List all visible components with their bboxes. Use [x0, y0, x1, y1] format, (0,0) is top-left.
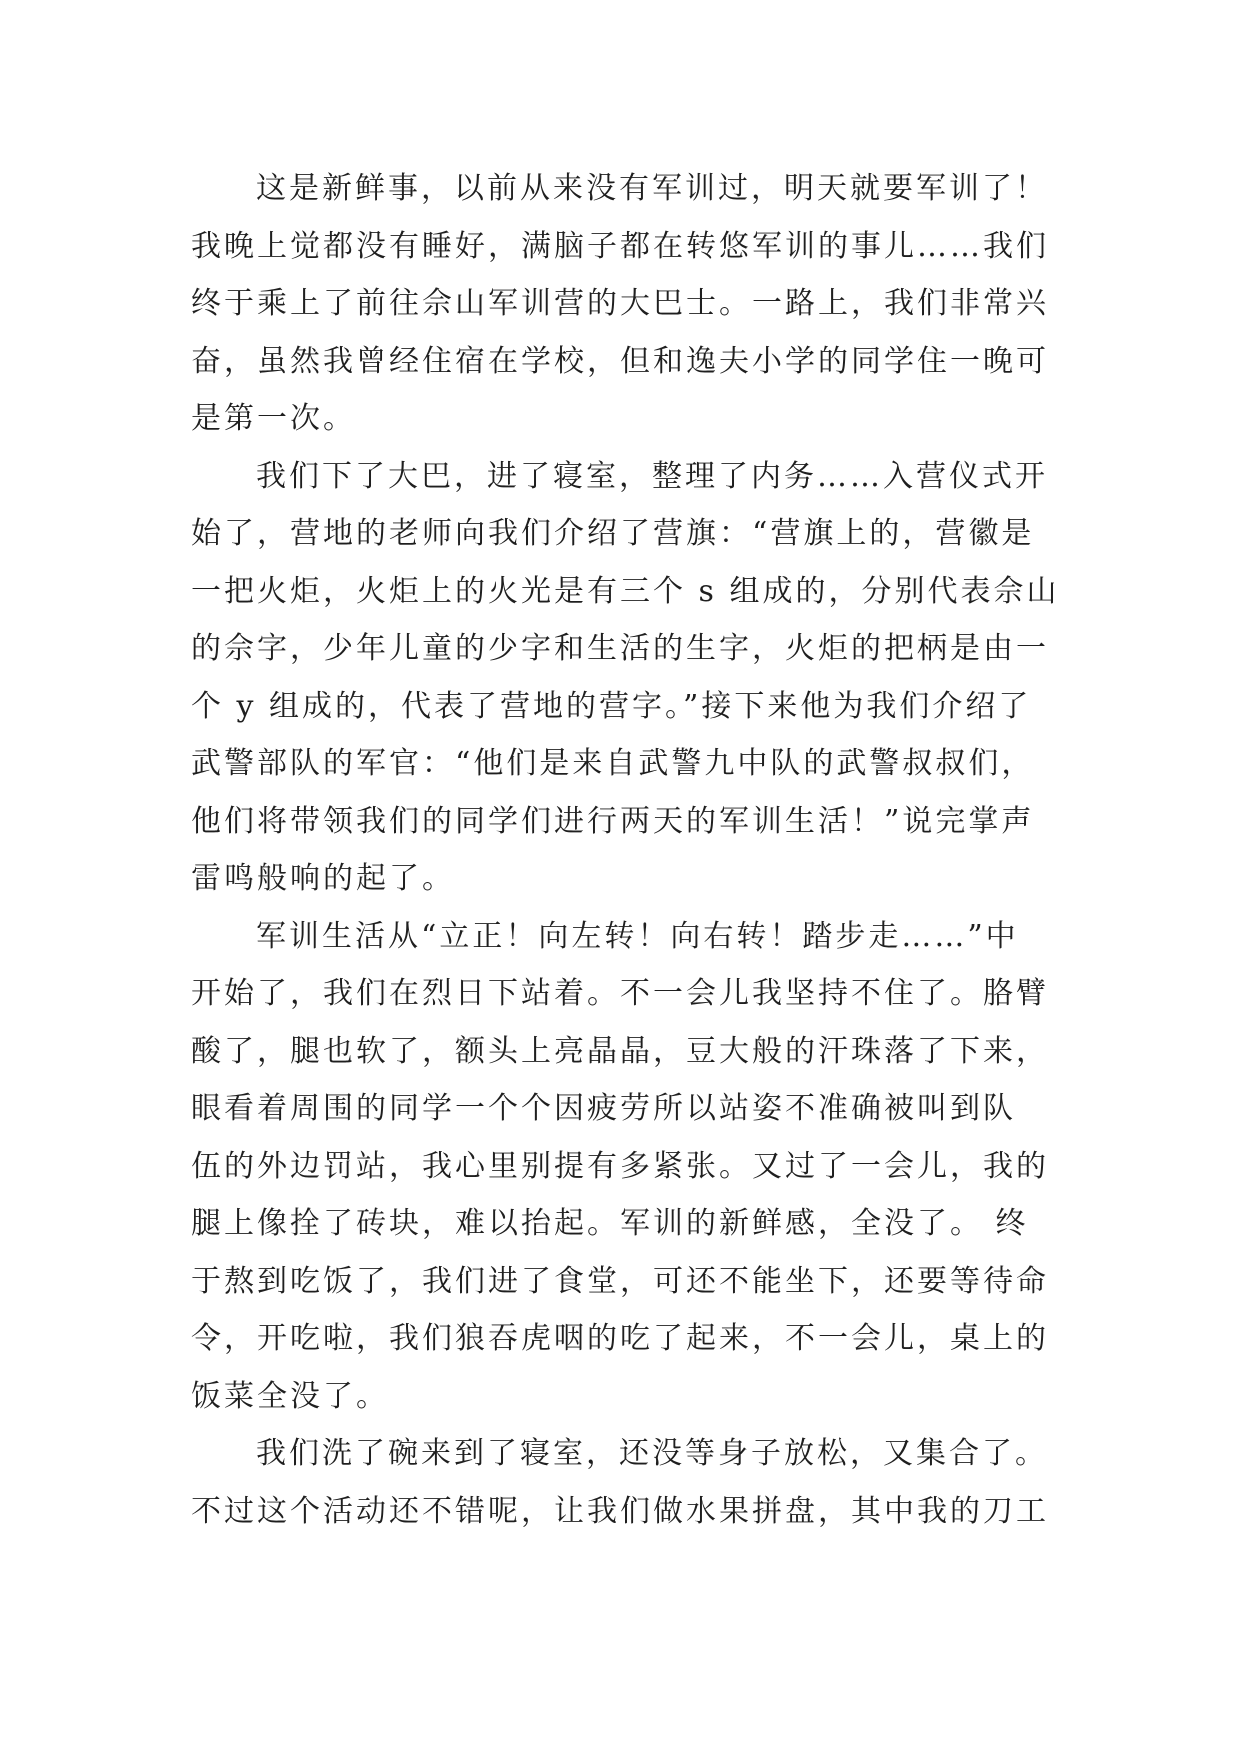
document-body [191, 160, 1081, 1540]
paragraph-4 [191, 1425, 1081, 1540]
text-line: 开始了，我们在烈日下站着。不一会儿我坚持不住了。胳臂 [191, 976, 1049, 1011]
paragraph-3 [191, 908, 1081, 1426]
text-line: 我们下了大巴，进了寝室，整理了内务……入营仪式开 [256, 458, 1048, 494]
text-line: 雷鸣般响的起了。 [191, 861, 455, 896]
text-line: 眼看着周围的同学一个个因疲劳所以站姿不准确被叫到队 [191, 1091, 1016, 1126]
text-line: 酸了，腿也软了，额头上亮晶晶，豆大般的汗珠落了下来， [191, 1033, 1049, 1069]
text-line: 这是新鲜事，以前从来没有军训过，明天就要军训了！ [256, 171, 1048, 206]
text-line: 的佘字，少年儿童的少字和生活的生字，火炬的把柄是由一 [191, 631, 1049, 666]
text-line: 不过这个活动还不错呢，让我们做水果拼盘，其中我的刀工 [191, 1493, 1049, 1529]
text-line: 武警部队的军官：“他们是来自武警九中队的武警叔叔们， [191, 746, 1035, 781]
text-line: 终于乘上了前往佘山军训营的大巴士。一路上，我们非常兴 [191, 286, 1049, 321]
text-line: 他们将带领我们的同学们进行两天的军训生活！”说完掌声 [191, 803, 1035, 839]
paragraph-1 [191, 160, 1081, 448]
text-line: 腿上像拴了砖块，难以抬起。军训的新鲜感，全没了。 终 [191, 1206, 1029, 1241]
text-line: 我们洗了碗来到了寝室，还没等身子放松，又集合了。 [256, 1436, 1048, 1471]
text-line: 我晚上觉都没有睡好，满脑子都在转悠军训的事儿……我们 [191, 228, 1049, 264]
paragraph-2 [191, 448, 1081, 908]
text-line: 是第一次。 [191, 401, 356, 436]
text-line: 令，开吃啦，我们狼吞虎咽的吃了起来，不一会儿，桌上的 [191, 1321, 1049, 1356]
text-line: 伍的外边罚站，我心里别提有多紧张。又过了一会儿，我的 [191, 1148, 1049, 1184]
text-line: 军训生活从“立正！向左转！向右转！踏步走……”中 [256, 918, 1019, 954]
text-line: 于熬到吃饭了，我们进了食堂，可还不能坐下，还要等待命 [191, 1263, 1049, 1299]
text-line: 饭菜全没了。 [191, 1378, 389, 1414]
text-line: 奋，虽然我曾经住宿在学校，但和逸夫小学的同学住一晚可 [191, 343, 1049, 379]
text-line: 一把火炬，火炬上的火光是有三个 s 组成的，分别代表佘山 [191, 573, 1060, 609]
text-line: 个 y 组成的，代表了营地的营字。”接下来他为我们介绍了 [191, 688, 1032, 724]
text-line: 始了，营地的老师向我们介绍了营旗：“营旗上的，营徽是 [191, 516, 1035, 551]
